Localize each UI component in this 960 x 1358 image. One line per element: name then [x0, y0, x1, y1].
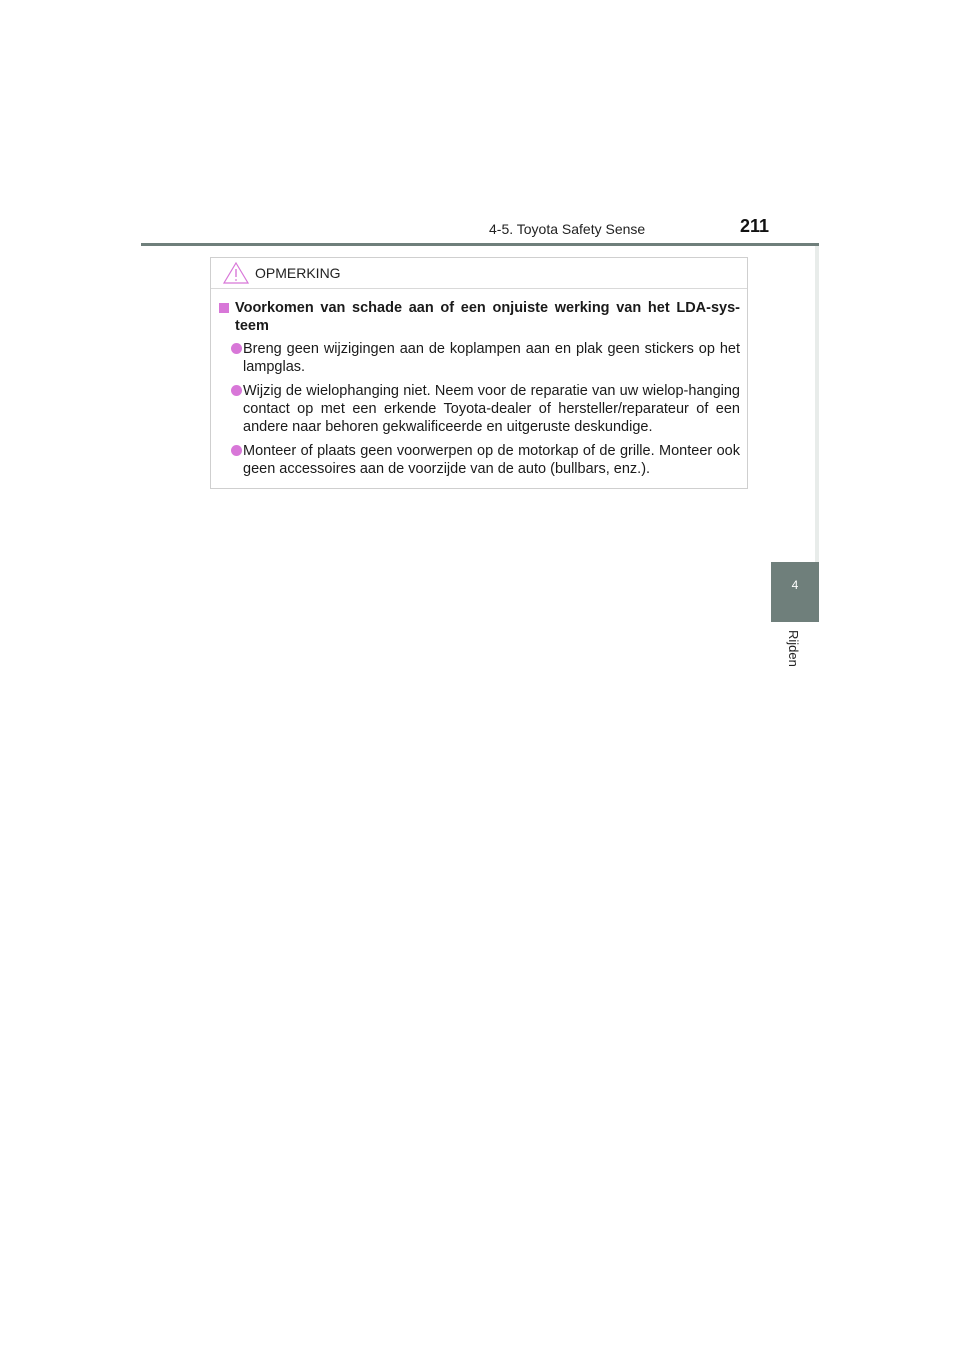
chapter-label: Rijden [786, 630, 801, 667]
circle-bullet-icon [231, 445, 242, 456]
circle-bullet-icon [231, 343, 242, 354]
section-title: 4-5. Toyota Safety Sense [489, 221, 646, 237]
list-item-text: Wijzig de wielophanging niet. Neem voor de reparatie van uw wielop-hanging contact op met een erkende Toyota-dealer of hersteller/reparateur of een andere naar behoren gekwalificeerde en uitgeruste deskundige. [243, 383, 740, 435]
chapter-tab[interactable]: 4 [771, 562, 819, 622]
page-number: 211 [740, 216, 770, 236]
list-item [218, 340, 740, 376]
notice-box [210, 257, 748, 489]
subheading-text: Voorkomen van schade aan of een onjuiste werking van het LDA-sys-teem [235, 300, 740, 334]
notice-subheading [218, 299, 740, 335]
list-item [218, 442, 740, 478]
list-item [218, 382, 740, 436]
header-divider [141, 243, 819, 246]
side-divider [815, 246, 819, 562]
circle-bullet-icon [231, 385, 242, 396]
list-item-text: Monteer of plaats geen voorwerpen op de motorkap of de grille. Monteer ook geen accessoires aan de voorzijde van de auto (bullbars, enz.). [243, 443, 740, 477]
notice-header [211, 258, 747, 289]
list-item-text: Breng geen wijzigingen aan de koplampen aan en plak geen stickers op het lampglas. [243, 341, 740, 375]
warning-triangle-icon [223, 262, 249, 284]
notice-body [211, 289, 747, 478]
square-bullet-icon [219, 303, 229, 313]
notice-title: OPMERKING [255, 265, 341, 281]
